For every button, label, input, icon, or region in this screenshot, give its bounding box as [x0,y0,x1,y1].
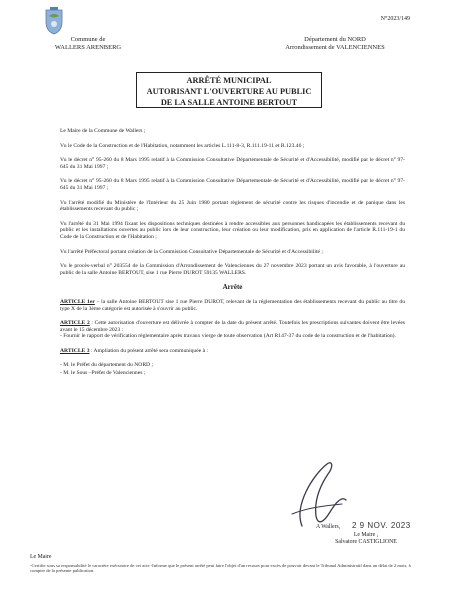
title-line-1: ARRÊTÉ MUNICIPAL [186,76,272,85]
article-3 [60,348,405,355]
article-3-text: : Ampliation du présent arrêté sera communiquée à : [89,347,209,354]
signature-block [316,524,416,547]
footer-maire-label: Le Maire [30,554,52,560]
reference-number: N°2023/149 [380,16,410,22]
signature-place: A Wallers, [316,524,341,530]
commune-header [28,36,148,51]
signature-role: Le Maire , [353,531,379,538]
title-line-2: AUTORISANT L'OUVERTURE AU PUBLIC [146,87,312,96]
considerant-decret-2: Vu le décret n° 95-260 du 8 Mars 1995 relatif à la Commission Consultative Départementale de Sécurité et d'Accessibilité, modifié par le décret n° 97-645 du 31 Mai 1997 ; [60,178,405,191]
arrondissement-line: Arrondissement de VALENCIENNES [285,43,385,51]
document-body [60,128,405,378]
commune-name: WALLERS ARENBERG [54,43,122,51]
article-2-prescription: - Fournir le rapport de vérification réglementaire après travaux vierge de toute observation (Art R147-37 du code de la construction et de l'habitation). [60,333,396,340]
department-header [275,36,395,51]
considerant-proces-verbal: Vu le procès-verbal n° 203554 de la Commission d'Arrondissement de Valenciennes du 27 novembre 2023 portant un avis favorable, à l'ouverture au public de la salle Antoine BERTOUT, sise 1 rue Pierre DUROT 59135 WALLERS. [60,263,405,276]
article-2-label: ARTICLE 2 [60,320,90,327]
article-1-text: – la salle Antoine BERTOUT sise 1 rue Pierre DUROT, relevant de la réglementation des établissements recevant du public au titre du type X de la 3ème catégorie est autorisée à s'ouvrir au public. [60,298,406,312]
title-line-3: DE LA SALLE ANTOINE BERTOUT [160,98,298,107]
considerant-arrete-1994: Vu l'arrêté du 31 Mai 1994 fixant les dispositions techniques destinées à rendre accessibles aux personnes handicapées les établissements recevant du public et les installations ouvertes au public lors de leur construction, leur création ou leur modification, pris en application de l'article R.111-19-1 du Code de la Construction et de l'Habitation ; [60,220,405,240]
article-1-label: ARTICLE 1er [60,298,95,305]
article-1 [60,299,405,312]
considerant-arrete-prefectoral: Vu l'arrêté Préfectoral portant création de la Commission Consultative Départementale de Sécurité et d'Accessibilité ; [60,248,323,255]
document-title [136,72,322,108]
signature-date: 2 9 NOV. 2023 [352,521,411,530]
recipient-prefet: - M. le Préfet du département du NORD ; [60,362,154,369]
considerant-maire: Le Maire de la Commune de Wallers ; [60,128,146,134]
recipient-list [60,362,405,376]
considerant-decret-1: Vu le décret n° 95-260 du 8 Mars 1995 relatif à la Commission Consultative Départementale de Sécurité et d'Accessibilité, modifié par le décret n° 97-645 du 31 Mai 1997 ; [60,157,405,170]
considerant-code: Vu le Code de la Construction et de l'Habitation, notamment les articles L.111-8-3, R.111.19-11 et R.123.46 ; [60,142,305,149]
footer-notice: -Certifie sous sa responsabilité le caractère exécutoire de cet acte -Informe que le présent arrêté peut faire l'objet d'un recours pour excès de pouvoir devant le Tribunal Administratif dans un délai de 2 mois, à compter de la présente publication. [30,563,411,574]
commune-crest-logo [44,6,64,36]
arrete-heading: Arrête [222,283,243,292]
commune-label: Commune de [70,36,106,43]
recipient-sous-prefet: - M. le Sous –Préfet de Valenciennes ; [60,370,146,377]
considerant-arrete-1980: Vu l'arrêté modifié du Ministère de l'Intérieur du 25 Juin 1980 portant règlement de sécurité contre les risques d'incendie et de panique dans les établissements recevant du public ; [60,199,405,213]
article-2-text: : Cette autorisation d'ouverture est délivrée à compter de la date du présent arrêté. Toutefois les prescriptions suivantes doivent être levées avant le 15 décembre 2023 : [60,320,405,333]
signature-name: Salvatore CASTIGLIONE [335,539,397,546]
department-line: Département du NORD [304,36,366,43]
article-2 [60,320,405,333]
article-3-label: ARTICLE 3 [60,347,90,354]
